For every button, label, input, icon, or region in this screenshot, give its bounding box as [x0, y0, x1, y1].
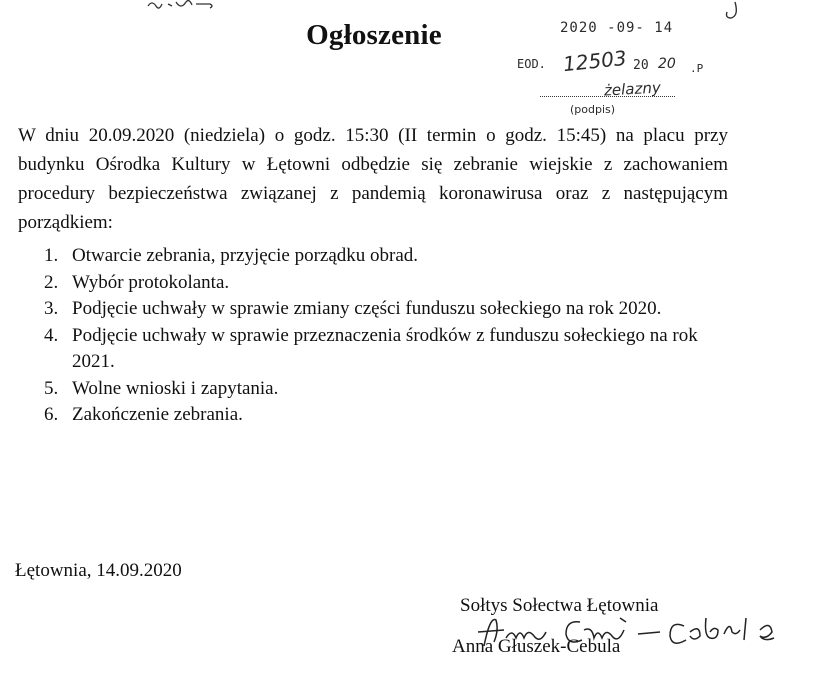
signatory-role: Sołtys Sołectwa Łętownia	[460, 595, 659, 616]
stamp-eod-label: EOD.	[517, 57, 546, 71]
agenda-item-number: 6.	[44, 404, 59, 425]
stamp-date: 2020 -09- 14	[560, 20, 674, 36]
agenda-item	[44, 270, 734, 297]
agenda-item	[44, 323, 734, 376]
place-and-date: Łętownia, 14.09.2020	[15, 560, 182, 581]
page-title: Ogłoszenie	[306, 19, 442, 51]
agenda-item	[44, 402, 734, 429]
agenda-item-text: Zakończenie zebrania.	[72, 404, 243, 425]
agenda-item-number: 2.	[44, 271, 59, 293]
agenda-item-text: Wybór protokolanta.	[72, 271, 230, 293]
agenda-item-number: 5.	[44, 377, 59, 399]
signatory-name: Anna Głuszek-Cebula	[452, 636, 621, 657]
stamp-year-printed: 20	[633, 58, 649, 73]
agenda-item-text: Otwarcie zebrania, przyjęcie porządku obrad.	[72, 245, 419, 266]
stamp-signature: żelazny	[603, 78, 662, 100]
handwritten-signature	[470, 612, 815, 654]
agenda-list	[44, 243, 734, 429]
agenda-item-number: 4.	[44, 324, 59, 346]
agenda-item-number: 3.	[44, 298, 59, 319]
stamp-suffix: .P	[690, 62, 704, 75]
agenda-item	[44, 376, 734, 403]
stamp-year-written: 20	[658, 56, 676, 72]
agenda-item	[44, 243, 734, 270]
agenda-item-text: Wolne wnioski i zapytania.	[72, 377, 279, 399]
stamp-signature-line	[540, 96, 675, 97]
stamp-signature-caption: (podpis)	[570, 103, 616, 116]
stamp-eod-number: 12503	[561, 45, 628, 77]
agenda-item	[44, 296, 734, 323]
agenda-item-number: 1.	[44, 245, 59, 266]
intro-paragraph: W dniu 20.09.2020 (niedziela) o godz. 15:30 (II termin o godz. 15:45) na placu przy budynku Ośrodka Kultury w Łętowni odbędzie się zebranie wiejskie z zachowaniem procedury bezpieczeństwa związanej z pandemią koronawirusa oraz z następującym porządkiem:	[18, 125, 728, 233]
agenda-item-text: Podjęcie uchwały w sprawie przeznaczenia środków z funduszu sołeckiego na rok 2021.	[72, 324, 698, 372]
agenda-item-text: Podjęcie uchwały w sprawie zmiany części funduszu sołeckiego na rok 2020.	[72, 298, 662, 319]
